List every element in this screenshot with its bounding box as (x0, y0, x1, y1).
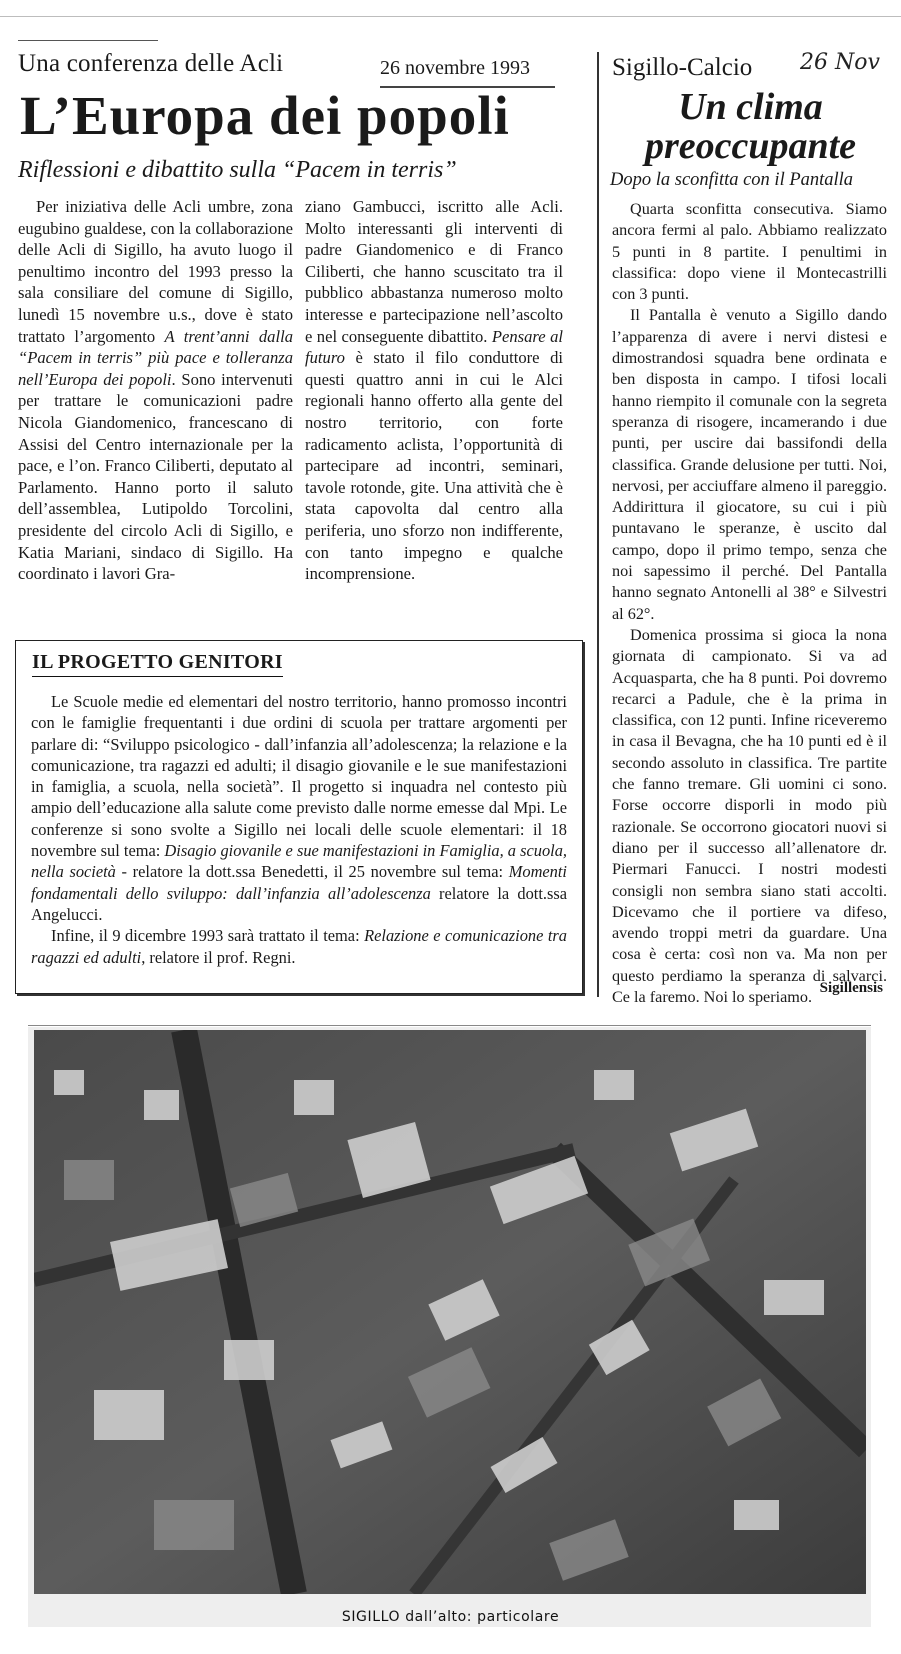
progetto-genitori-box (15, 640, 583, 994)
body-text: relatore la dott.ssa Angelucci. (31, 883, 567, 924)
box-paragraph (31, 691, 567, 925)
body-paragraph (18, 196, 293, 585)
article-kicker: Una conferenza delle Acli (18, 50, 284, 77)
article-date: 26 novembre 1993 (380, 57, 530, 79)
body-text: ziano Gambucci, iscritto alle Acli. Molto interessanti gli interventi di padre Giandomenico e di Franco Ciliberti, che hanno scuscitato tra il pubblico abbastanza numeroso molto interesse e partecipazione nell’ascolto e nel conseguente dibattito. (305, 197, 563, 346)
author-signature: Sigillensis (819, 980, 883, 996)
body-italic-text: Momenti fondamentali dello sviluppo: dall’infanzia all’adolescenza (31, 862, 567, 903)
page-top-rule (0, 16, 901, 17)
kicker-rule (18, 40, 158, 41)
body-text: , relatore il prof. Regni. (141, 947, 296, 967)
photo-caption: SIGILLO dall’alto: particolare (341, 1609, 560, 1625)
body-italic-text: Disagio giovanile e sue manifestazioni in Famiglia, a scuola, nella società (31, 841, 567, 882)
box-body (31, 691, 567, 968)
body-text: è stato il filo conduttore di questi quattro anni in cui le Alci regionali hanno offerto alla gente del nostro territorio, con forte radicamento aclista, l’opportunità di partecipare ad incontri, seminari, tavole rotonde, gite. Una attività che è stata capovolta dal centro alla periferia, uno sforzo non indifferente, con tanto impegno e qualche incomprensione. (305, 348, 563, 584)
photo-rule (28, 1025, 871, 1026)
body-paragraph: Quarta sconfitta consecutiva. Siamo ancora fermi al palo. Abbiamo realizzato 5 punti in 8 partite. I penultimi in classifica: dopo viene il Montecastrilli con 3 punti. (612, 200, 887, 304)
body-italic-text: A trent’anni dalla “Pacem in terris” più pace e tolleranza nell’Europa dei popoli (18, 326, 293, 389)
body-paragraph (305, 196, 563, 585)
body-italic-text: Relazione e comunicazione tra ragazzi ed adulti (31, 926, 568, 967)
body-text: - relatore la dott.ssa Benedetti, il 25 novembre sul tema: (115, 862, 509, 882)
body-text: Per iniziativa delle Acli umbre, zona eugubino gualdese, con la collaborazione delle Acli di Sigillo, ha avuto luogo il penultimo incontro del 1993 presso la sala consiliare del comune di Sigillo, lunedì 15 novembre u.s., dove è stato trattato l’argomento (18, 197, 293, 346)
body-italic-text: Pensare al futuro (305, 326, 563, 368)
article-column-2 (305, 196, 563, 585)
headline-line: preoccupante (644, 125, 857, 167)
box-paragraph (31, 925, 567, 968)
sports-subheadline: Dopo la sconfitta con il Pantalla (610, 170, 854, 190)
aerial-photo (34, 1030, 866, 1594)
sports-headline (608, 88, 893, 166)
aerial-town-image (34, 1030, 866, 1594)
body-text: Infine, il 9 dicembre 1993 sarà trattato il tema: (51, 926, 365, 946)
sports-column (612, 199, 887, 1008)
sports-kicker: Sigillo-Calcio (612, 54, 753, 81)
body-text: Le Scuole medie ed elementari del nostro territorio, hanno promosso incontri con le famiglie frequentanti i due ordini di scuola per trattare argomenti per parlare di: “Sviluppo psicologico - dall’infanzia all’adolescenza; la relazione e la comunicazione, tra ragazzi ed adulti; il disagio giovanile e le sue manifestazioni in famiglia, a scuola, nella società”. Il progetto si inquadra nel contesto più ampio dell’educazione alla salute come previsto dalle norme emesse dal Mpi. Le conferenze si sono svolte a Sigillo nei locali delle scuole elementari: il 18 novembre sul tema: (31, 692, 567, 861)
handwritten-note: 26 Nov (800, 50, 880, 75)
article-headline: L’Europa dei popoli (20, 85, 510, 146)
box-title: IL PROGETTO GENITORI (32, 651, 283, 677)
body-paragraph: Domenica prossima si gioca la nona giornata di campionato. Si va ad Acquasparta, che ha 8 punti. Poi dovremo recarci a Padule, che è la prima in classifica, con 12 punti. Infine riceveremo in casa il Bevagna, che ha 10 punti ed è il secondo assoluto in classifica. Tre partite che fanno tremare. Gli uomini ci sono. Forse occorre disporli in modo più razionale. Se occorrono giocatori nuovi si diano per il successo all’allenatore dr. Piermari Fanucci. I nostri modesti consigli non sembra siano stati accolti. Dicevamo che il portiere va difeso, avendo troppi metri da guardare. Una cosa è certa: così non va. Ma non per questo perdiamo la speranza di salvarci. Ce la faremo. Noi lo speriamo. (612, 625, 887, 1006)
headline-line: Un clima (678, 86, 823, 128)
body-text: . Sono intervenuti per trattare le comunicazioni padre Nicola Giandomenico, francescano di Assisi del Centro internazionale per la pace, e l’on. Franco Ciliberti, deputato al Parlamento. Hanno porto il saluto dell’assemblea, Lutipoldo Torcolini, presidente del circolo Acli di Sigillo, e Katia Mariani, sindaco di Sigillo. Ha coordinato i lavori Gra- (18, 369, 293, 584)
article-column-1 (18, 196, 293, 585)
column-divider (597, 52, 599, 997)
article-subheadline: Riflessioni e dibattito sulla “Pacem in terris” (18, 157, 457, 183)
body-paragraph: Il Pantalla è venuto a Sigillo dando l’apparenza di avere i nervi distesi e dimostrandosi squadra bene ordinata e ben disposta in campo. I tifosi locali hanno riempito il comunale con la segreta speranza di risogere, incamerando i due punti, per uscire dai bassifondi della classifica. Grande delusione per tutti. Noi, nervosi, per acciuffare almeno il pareggio. Addirittura il giocatore, su cui i più puntavano le speranze, è uscito dal campo, dopo il primo tempo, senza che noi sapessimo il perché. Del Pantalla hanno segnato Antonelli al 38° e Silvestri al 62°. (612, 306, 887, 623)
